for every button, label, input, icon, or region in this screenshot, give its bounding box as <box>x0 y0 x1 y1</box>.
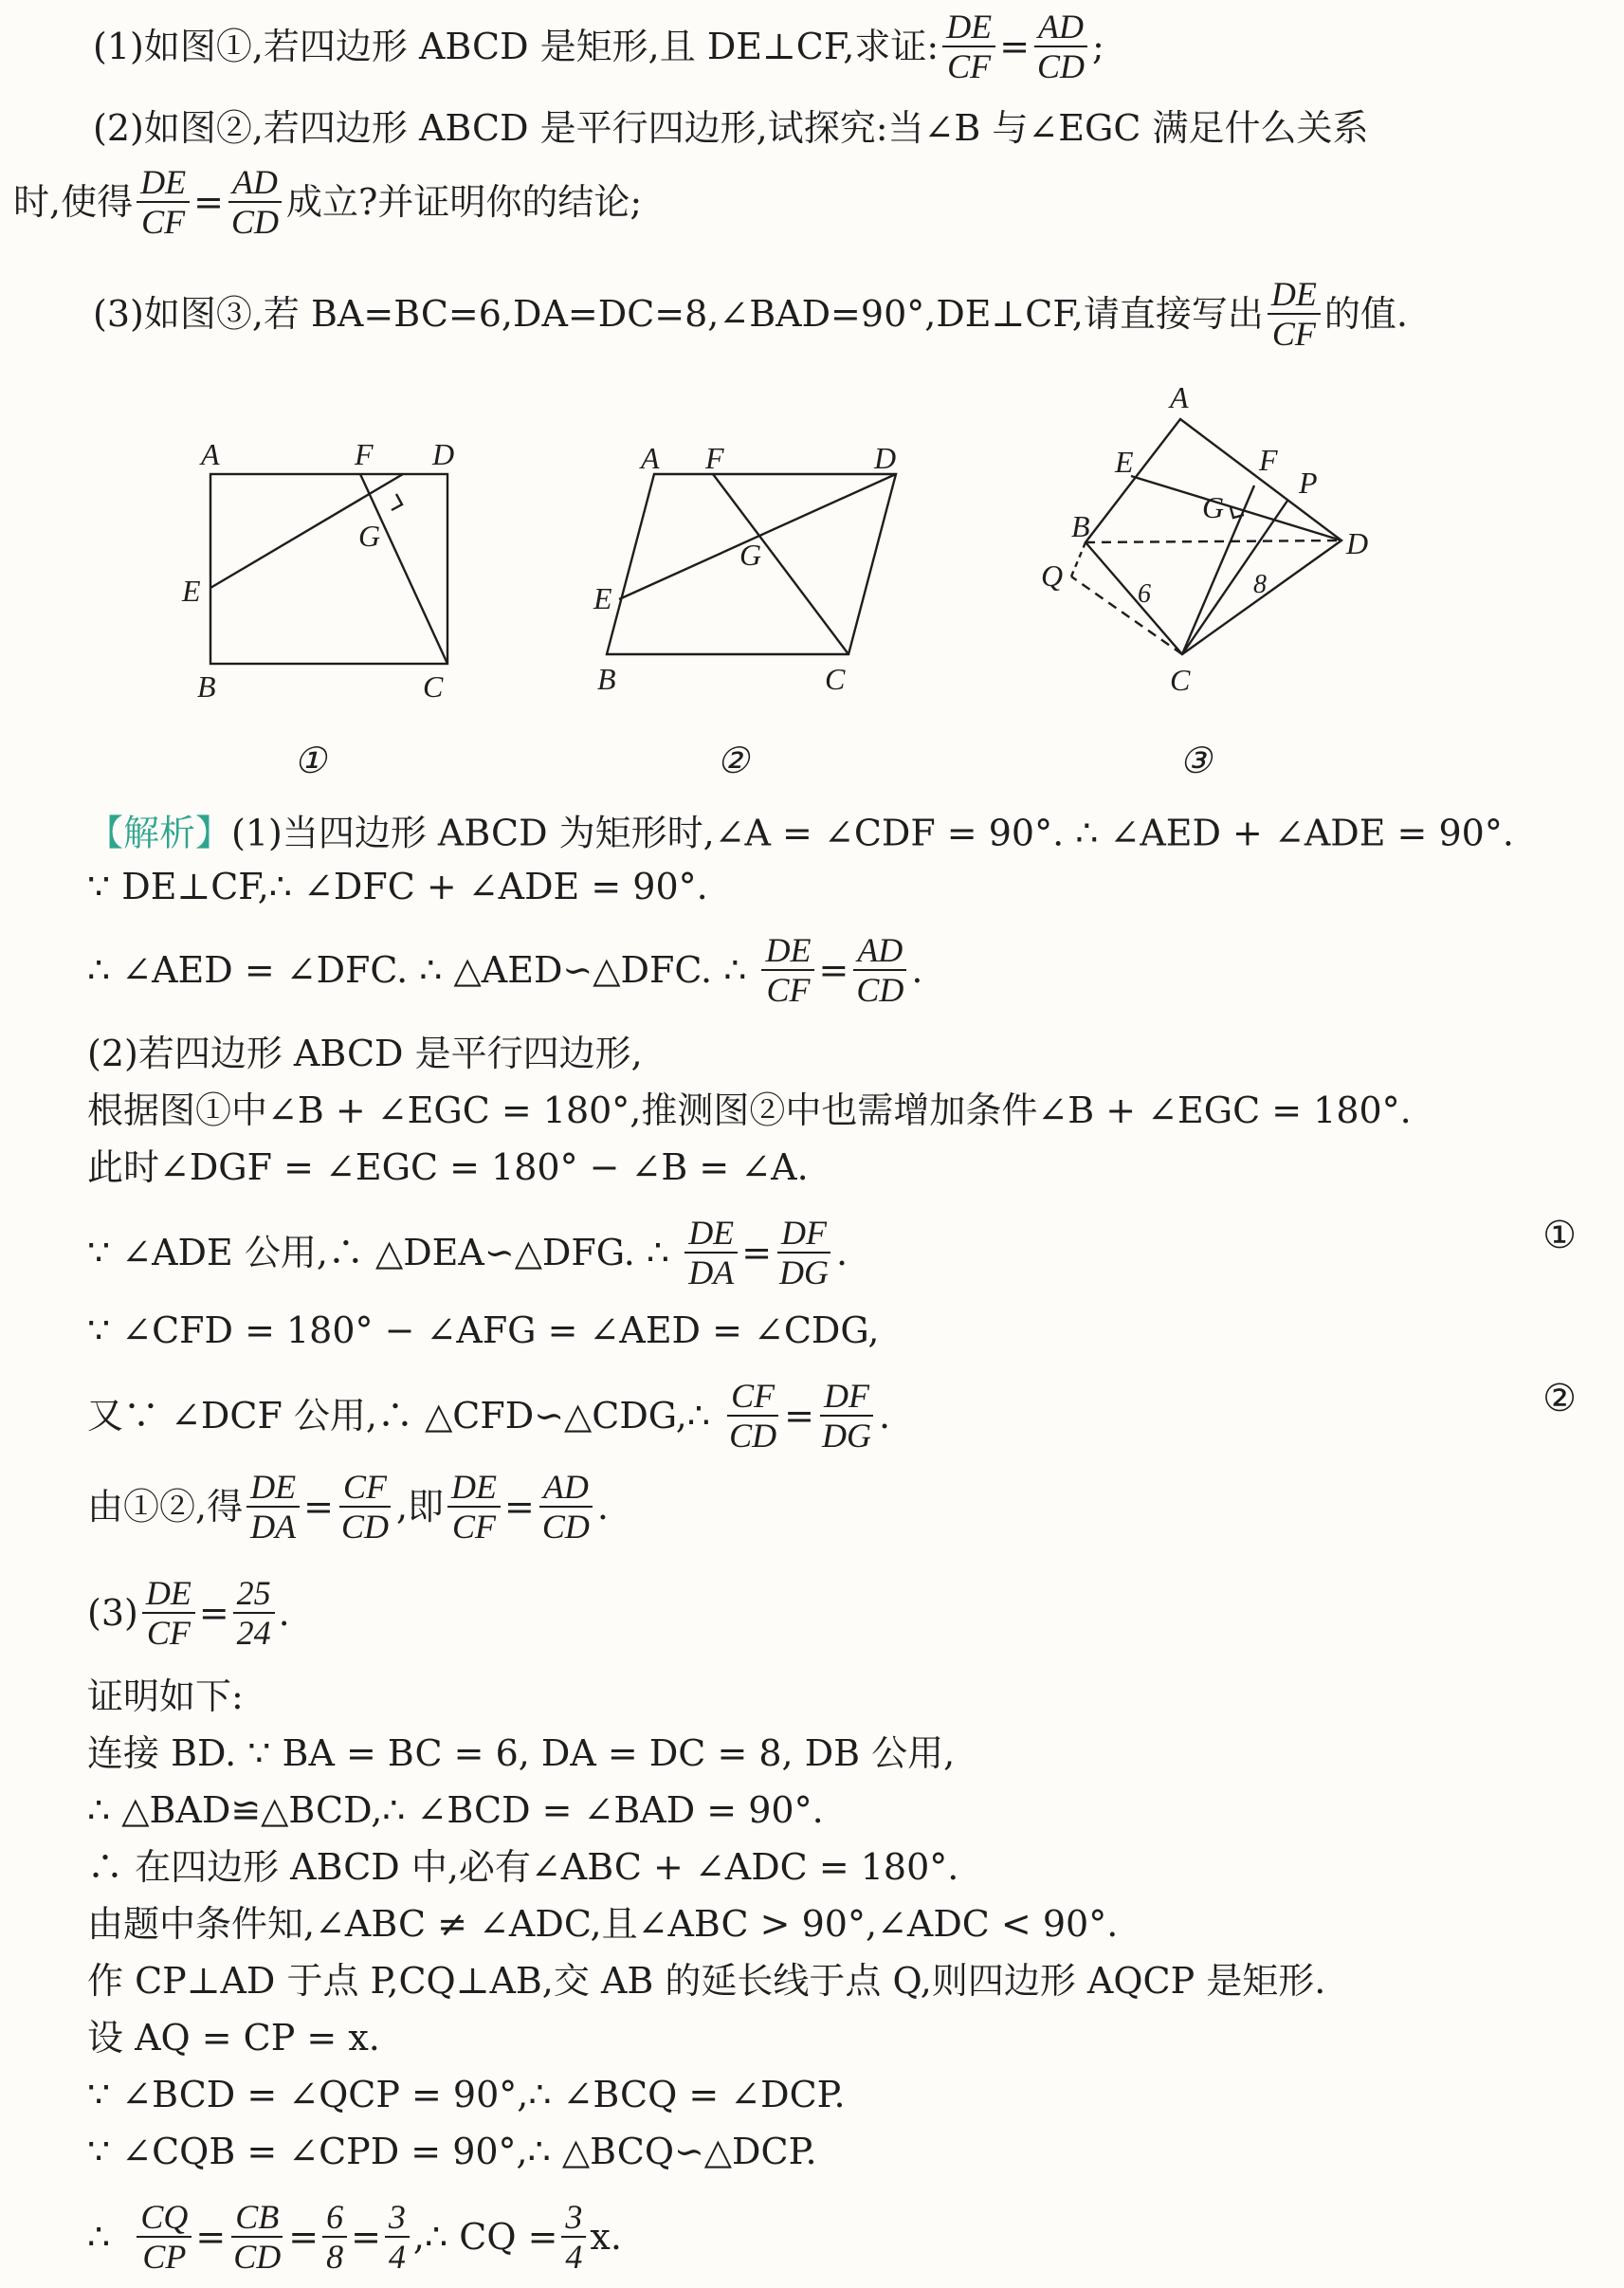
fig3-label-b: B <box>1071 509 1090 543</box>
fig1-label-c: C <box>423 669 444 704</box>
fig2-label-a: A <box>641 441 660 475</box>
fig3-label-g: G <box>1202 490 1225 524</box>
fig1-label-g: G <box>358 519 381 553</box>
solution-tag: 【解析】 <box>87 812 232 854</box>
q2-frac-left: $\frac{DE}{CF}$ <box>137 163 190 241</box>
fig2-caption: ② <box>717 741 750 781</box>
q2-line2: 时,使得 $\frac{DE}{CF}$ = $\frac{AD}{CD}$ 成立?并证明你的结论; <box>13 163 643 241</box>
sol-line-6: 此时∠DGF = ∠EGC = 180° − ∠B = ∠A. <box>87 1146 809 1188</box>
fig2-label-f: F <box>705 441 724 475</box>
fig1-caption: ① <box>294 741 327 781</box>
sol-line-5: 根据图①中∠B + ∠EGC = 180°,推测图②中也需增加条件∠B + ∠EGC = 180°. <box>87 1089 1412 1131</box>
sol-line-14: ∴ △BAD≌△BCD,∴ ∠BCD = ∠BAD = 90°. <box>87 1789 824 1831</box>
sol-line-16: 由题中条件知,∠ABC ≠ ∠ADC,且∠ABC > 90°,∠ADC < 90°. <box>87 1903 1119 1945</box>
fig1-label-a: A <box>201 437 220 471</box>
fig3-label-c: C <box>1170 663 1191 697</box>
q1-frac-right: $\frac{AD}{CD}$ <box>1033 8 1088 85</box>
fig3-len-dc: 8 <box>1253 570 1267 599</box>
sol-line-10: 由①②,得 $\frac{DE}{DA}$ = $\frac{CF}{CD}$ ,即 $\frac{DE}{CF}$ = $\frac{AD}{CD}$ . <box>87 1468 609 1546</box>
fig3-label-f: F <box>1259 443 1278 477</box>
fig1-label-d: D <box>432 437 455 471</box>
sol-line-11: (3) $\frac{DE}{CF}$ = $\frac{25}{24}$ . <box>87 1574 290 1652</box>
q1-frac-left: $\frac{DE}{CF}$ <box>942 8 995 85</box>
fig3-len-bc: 6 <box>1138 579 1151 609</box>
sol-line-8: ∵ ∠CFD = 180° − ∠AFG = ∠AED = ∠CDG, <box>87 1309 880 1351</box>
fig1-label-e: E <box>182 574 201 608</box>
fig2-label-c: C <box>825 662 846 696</box>
q1-line: (1)如图①,若四边形 ABCD 是矩形,且 DE⊥CF,求证: $\frac{DE}{CF}$ = $\frac{AD}{CD}$ ; <box>93 8 1104 85</box>
sol-line-17: 作 CP⊥AD 于点 P,CQ⊥AB,交 AB 的延长线于点 Q,则四边形 AQCP 是矩形. <box>87 1960 1326 2002</box>
fig1-label-f: F <box>355 437 374 471</box>
figures <box>0 370 1531 806</box>
fig2-label-b: B <box>597 662 616 696</box>
fig3-label-e: E <box>1115 445 1134 479</box>
fig2-label-d: D <box>874 441 897 475</box>
sol-line-20: ∵ ∠CQB = ∠CPD = 90°,∴ △BCQ∽△DCP. <box>87 2131 817 2172</box>
sol-line-4: (2)若四边形 ABCD 是平行四边形, <box>87 1033 643 1074</box>
sol-line-15: ∴ 在四边形 ABCD 中,必有∠ABC + ∠ADC = 180°. <box>87 1846 959 1888</box>
sol-line-13: 连接 BD. ∵ BA = BC = 6, DA = DC = 8, DB 公用, <box>87 1732 956 1774</box>
fig3-label-q: Q <box>1041 558 1064 593</box>
mark-2: ② <box>1542 1377 1577 1420</box>
fig3-label-a: A <box>1170 380 1189 414</box>
sol-line-1: 【解析】(1)当四边形 ABCD 为矩形时,∠A = ∠CDF = 90°. ∴ ∠AED + ∠ADE = 90°. <box>87 812 1514 854</box>
sol-line-3: ∴ ∠AED = ∠DFC. ∴ △AED∽△DFC. ∴ $\frac{DE}{CF}$ = $\frac{AD}{CD}$ . <box>87 931 923 1009</box>
q3-line: (3)如图③,若 BA=BC=6,DA=DC=8,∠BAD=90°,DE⊥CF,请直接写出 $\frac{DE}{CF}$ 的值. <box>93 275 1408 353</box>
fig3-caption: ③ <box>1179 741 1213 781</box>
sol-line-2: ∵ DE⊥CF,∴ ∠DFC + ∠ADE = 90°. <box>87 866 708 907</box>
q2-line1: (2)如图②,若四边形 ABCD 是平行四边形,试探究:当∠B 与∠EGC 满足什么关系 <box>93 107 1369 149</box>
sol-line-12: 证明如下: <box>87 1675 244 1717</box>
sol-line-9: 又∵ ∠DCF 公用,∴ △CFD∽△CDG,∴ $\frac{CF}{CD}$ = $\frac{DF}{DG}$ . ② <box>87 1377 1577 1455</box>
fig3-label-d: D <box>1346 526 1369 560</box>
fig1-label-b: B <box>197 669 216 704</box>
sol-line-21: ∴ $\frac{CQ}{CP}$ = $\frac{CB}{CD}$ = $\frac{6}{8}$ = $\frac{3}{4}$ ,∴ CQ = $\frac{3}{4}$ x. <box>87 2198 622 2276</box>
fig3-label-p: P <box>1299 466 1318 500</box>
sol-line-19: ∵ ∠BCD = ∠QCP = 90°,∴ ∠BCQ = ∠DCP. <box>87 2074 846 2115</box>
q3-frac: $\frac{DE}{CF}$ <box>1268 275 1321 353</box>
sol-line-18: 设 AQ = CP = x. <box>87 2017 380 2059</box>
sol-line-7: ∵ ∠ADE 公用,∴ △DEA∽△DFG. ∴ $\frac{DE}{DA}$ = $\frac{DF}{DG}$ . ① <box>87 1214 1577 1291</box>
q2-frac-right: $\frac{AD}{CD}$ <box>228 163 283 241</box>
figure-1 <box>210 474 447 664</box>
fig2-label-e: E <box>593 581 612 615</box>
fig2-label-g: G <box>739 538 762 572</box>
figure-3 <box>1071 419 1341 654</box>
mark-1: ① <box>1542 1214 1577 1257</box>
